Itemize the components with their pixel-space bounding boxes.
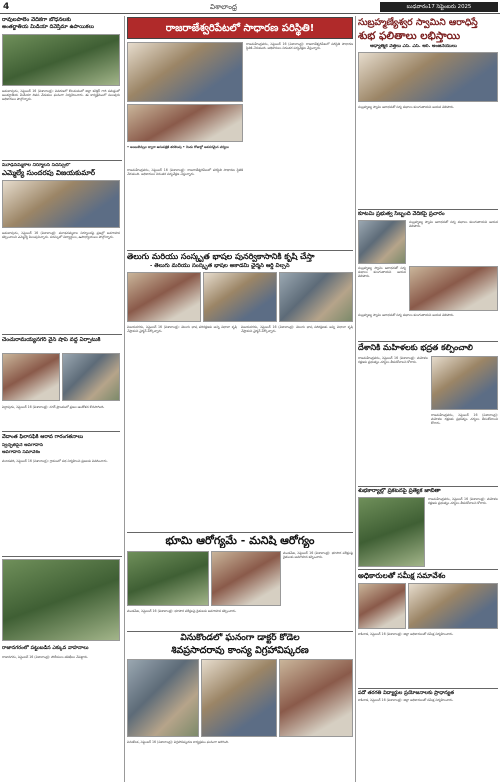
- story-headline: అధికారులతో సమీక్ష సమావేశం: [358, 571, 446, 580]
- story-photo: [358, 220, 406, 264]
- story-headline: దేశానికి మహిళలకు భద్రత కల్పించాలి: [358, 343, 473, 352]
- story-photo: [2, 559, 120, 641]
- story-photo: [201, 659, 277, 737]
- story-body: కాకినాడ, సెప్టెంబర్ 16 (విశాలాంధ్ర): జిల్లా అధికారులతో సమీక్ష నిర్వహించారు.: [358, 698, 454, 702]
- story-body: వినుకొండ, సెప్టెంబర్ 16 (విశాలాంధ్ర): విగ్రహావిష్కరణ కార్యక్రమం ఘనంగా జరిగింది.: [127, 740, 229, 744]
- story-body: రాజమహేంద్రవరం, సెప్టెంబర్ 16 (విశాలాంధ్ర): మహిళల రక్షణకు ప్రభుత్వం చర్యలు తీసుకోవాలని కోరారు.: [428, 497, 498, 506]
- story-headline: చెంచురామయ్యనగర్ వైన్ షాప్ వద్ద ఏర్పాటుకి: [2, 337, 101, 343]
- story-photo: [127, 272, 201, 322]
- story-kicker: మూఢనమ్మకాల నిర్మూలన సదస్సులో: [2, 163, 71, 168]
- story-headline: వేదాంత ఫిలాసఫీకి ఆరావ గారంగతనాలు: [2, 434, 84, 440]
- story-left-3: [2, 337, 122, 555]
- story-headline: శివప్రసాదరావు కాంస్య విగ్రహావిష్కరణ: [171, 645, 309, 656]
- story-body: మండపేట, సెప్టెంబర్ 16 (విశాలాంధ్ర): భూసార పరీక్షలపై రైతులకు అవగాహన కల్పించారు.: [127, 609, 237, 613]
- story-body: మండపేట, సెప్టెంబర్ 16 (విశాలాంధ్ర): భూసార పరీక్షలపై రైతులకు అవగాహన కల్పించారు.: [283, 551, 353, 560]
- story-body: విజయనగరం, సెప్టెంబర్ 16 (విశాలాంధ్ర): తెలుగు భాష పరిరక్షణకు అన్ని విధాలా కృషి చేస్తామని ఛైర్మన్ పేర్కొన్నారు.: [241, 325, 353, 334]
- story-body: విజయనగరం, సెప్టెంబర్ 16 (విశాలాంధ్ర): తెలుగు భాష పరిరక్షణకు అన్ని విధాలా కృషి చేస్తామని ఛైర్మన్ పేర్కొన్నారు.: [127, 325, 237, 334]
- story-left-2: [2, 163, 122, 333]
- story-photo: [2, 34, 120, 86]
- masthead: విశాలాంధ్ర: [210, 3, 237, 11]
- story-photo: [358, 497, 425, 567]
- story-photo: [358, 583, 406, 629]
- story-headline: పదో తరగతి విద్యార్థుల ప్రయోజనాలకు ప్రాధాన్యత: [358, 690, 454, 696]
- story-body: అమలాపురం, సెప్టెంబర్ 16 (విశాలాంధ్ర): మూఢనమ్మకాల నిర్మూలనపై ప్రజల్లో అవగాహన కల్పించాలని ఎమ్మెల్యే పిలుపునిచ్చారు. సదస్సులో విద్యార్థులు, ఉపాధ్యాయులు పాల్గొన్నారు.: [2, 231, 120, 240]
- story-photo: [211, 551, 281, 606]
- story-body: రాజమహేంద్రవరం, సెప్టెంబర్ 16 (విశాలాంధ్ర): రాజరాజేశ్వరిపేటలో పరిస్థితి సాధారణ స్థితికి చేరుకుంది. అధికారులు నిరంతర పర్యవేక్షణ చేస్తున్నారు.: [127, 168, 243, 177]
- story-body: రాజానగరం, సెప్టెంబర్ 16 (విశాలాంధ్ర): పోలీసులు తనిఖీలు చేపట్టారు.: [2, 655, 89, 659]
- story-body: కాకినాడ, సెప్టెంబర్ 16 (విశాలాంధ్ర): జిల్లా అధికారులతో సమీక్ష నిర్వహించారు.: [358, 632, 454, 636]
- story-headline: రాజానగరంలో పట్టుబడిన ఎక్కువ వాహనాలు: [2, 645, 89, 651]
- story-bullets: • అంబులెన్సుల ద్వారా ఆసుపత్రికి తరలింపు • రెండు రోజుల్లో అవసరమైన చర్యలు: [127, 145, 229, 149]
- story-photo: [431, 356, 498, 410]
- story-body: అమలాపురం, సెప్టెంబర్ 16 (విశాలాంధ్ర): వివరణలో కొలమనంలో జిల్లా కలెక్టర్ గారి సమక్షంలో అంతర్జాతీయ మీడియా దివస వేడుకలు ఘనంగా నిర్వహించారు. ఈ కార్యక్రమంలో పలువురు అధికారులు పాల్గొన్నారు.: [2, 89, 120, 102]
- story-subhead: అవగాహన సమావేశం: [2, 450, 41, 455]
- story-photo: [127, 104, 243, 142]
- story-left-4: [2, 559, 122, 781]
- story-body: పెద్దాపురం, సెప్టెంబర్ 16 (విశాలాంధ్ర): నగర్ ప్రాంతంలో ప్రజల ఆందోళన కొనసాగింది.: [2, 405, 105, 409]
- story-headline: అంతర్జాతీయ మీడియా దివెస్తిమా ఉపాయికలు: [2, 24, 94, 30]
- page-number: 4: [3, 2, 10, 12]
- story-photo: [2, 180, 120, 228]
- story-photo: [279, 659, 353, 737]
- story-subhead: ఆధ్యాత్మిక వేత్తలు ఎస్. ఎస్. ఆర్. అంజనేయులు: [370, 44, 457, 49]
- story-photo: [279, 272, 353, 322]
- story-headline: సుబ్రహ్మణ్యేశ్వర స్వామిని ఆరాధిస్తే: [358, 17, 478, 28]
- story-photo: [127, 42, 243, 102]
- story-headline: భూమి ఆరోగ్యమే - మనిషి ఆరోగ్యం: [165, 534, 315, 547]
- story-photo: [203, 272, 277, 322]
- story-photo: [408, 583, 498, 629]
- story-headline: ఎమ్మెల్యే సుందరపు విజయకుమార్: [2, 169, 96, 177]
- story-photo: [127, 659, 199, 737]
- story-photo: [2, 353, 60, 401]
- story-body: సుబ్రహ్మణ్య స్వామి ఆరాధనతో సర్వ శుభాలు కలుగుతాయని ఆయన తెలిపారు.: [358, 313, 455, 317]
- story-headline: శుభకార్యాల్లో ప్రకటనపై ప్రత్యేక జాబితా: [358, 488, 441, 494]
- story-headline: వినుకొండలో ఘనంగా డాక్టర్ కోడెల: [180, 633, 300, 643]
- story-subhead: - తెలుగు మరియు సంస్కృత భాషల అకాడమి ఛైర్మన్ ఆర్డీ విల్సన్: [150, 263, 290, 269]
- story-body: సుబ్రహ్మణ్య స్వామి ఆరాధనతో సర్వ శుభాలు కలుగుతాయని ఆయన తెలిపారు.: [358, 105, 455, 109]
- story-headline: రాజరాజేశ్వరిపేటలో సాధారణ పరిస్థితి!: [165, 23, 315, 34]
- story-kicker: రావులపాలెం వేదికగా బోధనలకు: [2, 17, 72, 23]
- story-body: సుబ్రహ్మణ్య స్వామి ఆరాధనతో సర్వ శుభాలు కలుగుతాయని ఆయన తెలిపారు.: [409, 220, 498, 229]
- story-body: రాజమహేంద్రవరం, సెప్టెంబర్ 16 (విశాలాంధ్ర): మహిళల రక్షణకు ప్రభుత్వం చర్యలు తీసుకోవాలని కోరారు.: [358, 356, 428, 365]
- story-body: రాజమహేంద్రవరం, సెప్టెంబర్ 16 (విశాలాంధ్ర): రాజరాజేశ్వరిపేటలో పరిస్థితి సాధారణ స్థితికి చేరుకుంది. అధికారులు నిరంతర పర్యవేక్షణ చేస్తున్నారు.: [246, 42, 353, 51]
- story-body: రాజమహేంద్రవరం, సెప్టెంబర్ 16 (విశాలాంధ్ర): మహిళల రక్షణకు ప్రభుత్వం చర్యలు తీసుకోవాలని కోరారు.: [431, 413, 498, 426]
- story-body: సుబ్రహ్మణ్య స్వామి ఆరాధనతో సర్వ శుభాలు కలుగుతాయని ఆయన తెలిపారు.: [358, 266, 406, 279]
- story-left-1: [2, 17, 122, 159]
- story-photo: [127, 551, 209, 606]
- story-photo: [358, 52, 498, 102]
- story-headline: శుభ ఫలితాలు లభిస్తాయి: [358, 30, 461, 42]
- story-photo: [62, 353, 120, 401]
- story-headline: తెలుగు మరియు సంస్కృత భాషల పునర్వికాసానికి కృషి చేస్తా: [127, 252, 315, 261]
- story-center-1-headline: [127, 17, 353, 39]
- date-badge: బుధవారం17 సెప్టెంబరు 2025: [380, 2, 498, 12]
- story-body: మూడవది, సెప్టెంబర్ 16 (విశాలాంధ్ర): గ్రామంలో సభ నిర్వహించి ప్రజలకు వివరించారు.: [2, 459, 108, 463]
- story-subhead: స్వచ్ఛతపైనే అవగాహన: [2, 443, 43, 448]
- story-photo: [409, 266, 498, 311]
- story-headline: కూటమి ప్రభుత్వ సిబ్బంది వేదికపై ప్రచారం: [358, 211, 445, 217]
- page-header: [0, 0, 500, 14]
